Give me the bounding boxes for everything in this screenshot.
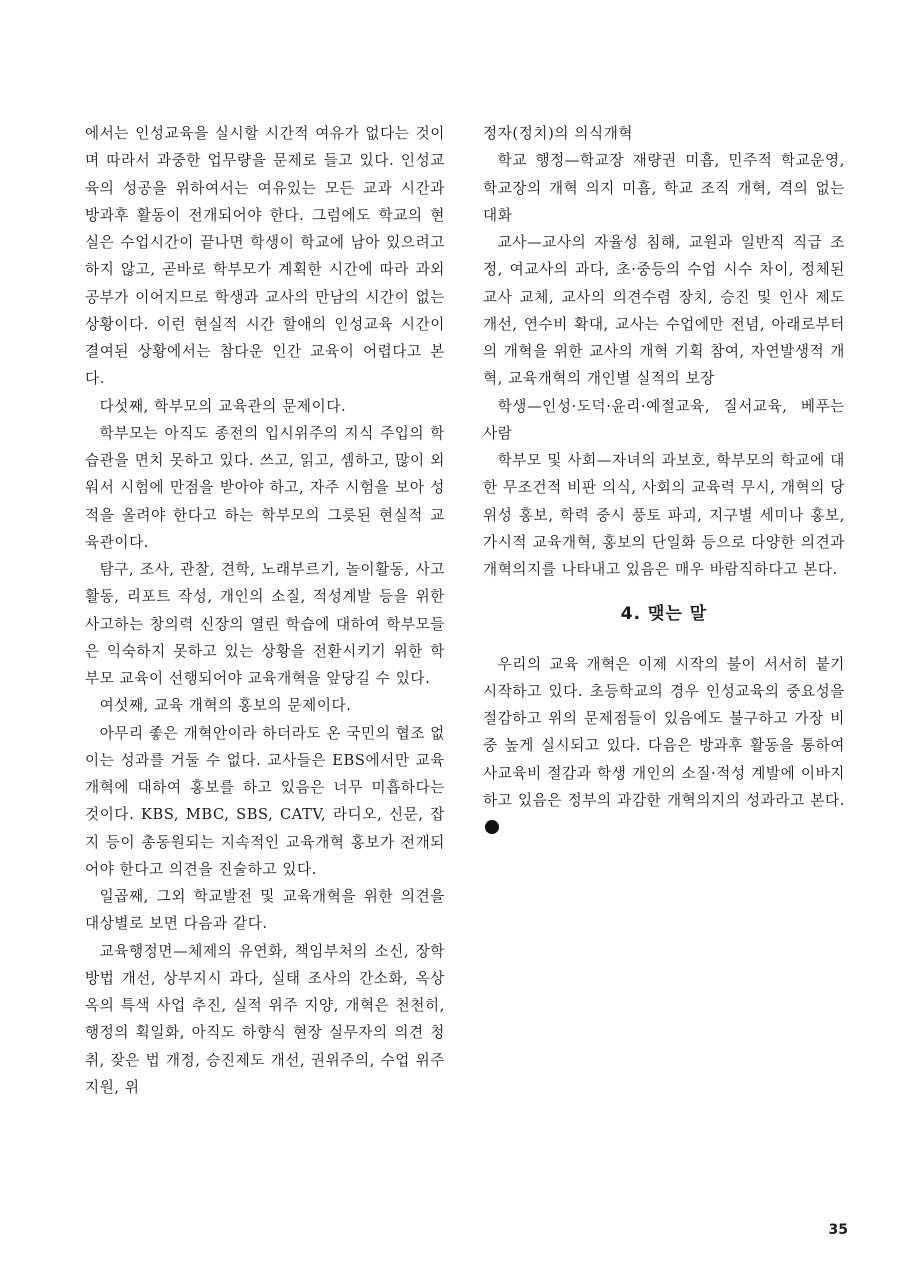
paragraph: 학부모 및 사회—자녀의 과보호, 학부모의 학교에 대한 무조건적 비판 의식, 사회의 교육력 무시, 개혁의 당위성 홍보, 학력 중시 풍토 파괴, 지구별 세미나 홍보, 가시적 교육개혁, 홍보의 단일화 등으로 다양한 의견과 개혁의지를 나타내고 있음은 매우 바람직하다고 본다.	[483, 452, 845, 578]
paragraph: 탐구, 조사, 관찰, 견학, 노래부르기, 놀이활동, 사고활동, 리포트 작성, 개인의 소질, 적성계발 등을 위한 사고하는 창의력 신장의 열린 학습에 대하여 학부모들은 익숙하지 못하고 있는 상황을 전환시키기 위한 학부모 교육이 선행되어야 교육개혁을 앞당길 수 있다.	[85, 561, 445, 687]
closing-paragraph	[483, 651, 845, 842]
paragraph: 학생—인성·도덕·윤리·예절교육, 질서교육, 베푸는 사람	[483, 397, 845, 442]
paragraph: 교사—교사의 자율성 침해, 교원과 일반직 직급 조정, 여교사의 과다, 초·중등의 수업 시수 차이, 정체된 교사 교체, 교사의 의견수렴 장치, 승진 및 인사 제도 개선, 연수비 확대, 교사는 수업에만 전념, 아래로부터의 개혁을 위한 교사의 개혁 기획 참여, 자연발생적 개혁, 교육개혁의 개인별 실적의 보장	[483, 234, 845, 388]
paragraph: 에서는 인성교육을 실시할 시간적 여유가 없다는 것이며 따라서 과중한 업무량을 문제로 들고 있다. 인성교육의 성공을 위하여서는 여유있는 모든 교과 시간과 방과후 활동이 전개되어야 한다. 그럼에도 학교의 현실은 수업시간이 끝나면 학생이 학교에 남아 있으려고 하지 않고, 곧바로 학부모가 계획한 시간에 따라 과외공부가 이어지므로 학생과 교사의 만남의 시간이 없는 상황이다. 이런 현실적 시간 할애의 인성교육 시간이 결여된 상황에서는 참다운 인간 교육이 어렵다고 본다.	[85, 125, 445, 388]
paragraph: 일곱째, 그외 학교발전 및 교육개혁을 위한 의견을 대상별로 보면 다음과 같다.	[85, 888, 445, 933]
page-number: 35	[828, 1222, 848, 1238]
paragraph: 학부모는 아직도 종전의 입시위주의 지식 주입의 학습관을 면치 못하고 있다. 쓰고, 읽고, 셈하고, 많이 외워서 시험에 만점을 받아야 하고, 자주 시험을 보아 성적을 올려야 한다고 하는 학부모의 그릇된 현실적 교육관이다.	[85, 424, 445, 551]
right-column	[483, 120, 845, 841]
paragraph: 아무리 좋은 개혁안이라 하더라도 온 국민의 협조 없이는 성과를 거둘 수 없다. 교사들은 EBS에서만 교육개혁에 대하여 홍보를 하고 있음은 너무 미흡하다는 것이다. KBS, MBC, SBS, CATV, 라디오, 신문, 잡지 등이 총동원되는 지속적인 교육개혁 홍보가 전개되어야 한다고 의견을 진술하고 있다.	[85, 724, 445, 878]
left-column	[85, 120, 445, 1101]
end-mark-icon	[485, 820, 499, 834]
paragraph: 여섯째, 교육 개혁의 홍보의 문제이다.	[99, 697, 352, 715]
closing-text: 우리의 교육 개혁은 이제 시작의 불이 서서히 붙기 시작하고 있다. 초등학교의 경우 인성교육의 중요성을 절감하고 위의 문제점들이 있음에도 불구하고 가장 비중 높게 실시되고 있다. 다음은 방과후 활동을 통하여 사교육비 절감과 학생 개인의 소질·적성 계발에 이바지하고 있음은 정부의 과감한 개혁의지의 성과라고 본다.	[483, 655, 845, 809]
section-heading: 4. 맺는 말	[620, 604, 708, 625]
paragraph: 정자(정치)의 의식개혁	[483, 125, 634, 142]
paragraph: 다섯째, 학부모의 교육관의 문제이다.	[99, 397, 347, 415]
paragraph: 학교 행정—학교장 재량권 미흡, 민주적 학교운영, 학교장의 개혁 의지 미흡, 학교 조직 개혁, 격의 없는 대화	[483, 152, 845, 224]
paragraph: 교육행정면—체제의 유연화, 책임부처의 소신, 장학방법 개선, 상부지시 과다, 실태 조사의 간소화, 옥상옥의 특색 사업 추진, 실적 위주 지양, 개혁은 천천히, 행정의 획일화, 아직도 하향식 현장 실무자의 의견 청취, 잦은 법 개정, 승진제도 개선, 권위주의, 수업 위주 지원, 위	[85, 942, 445, 1096]
